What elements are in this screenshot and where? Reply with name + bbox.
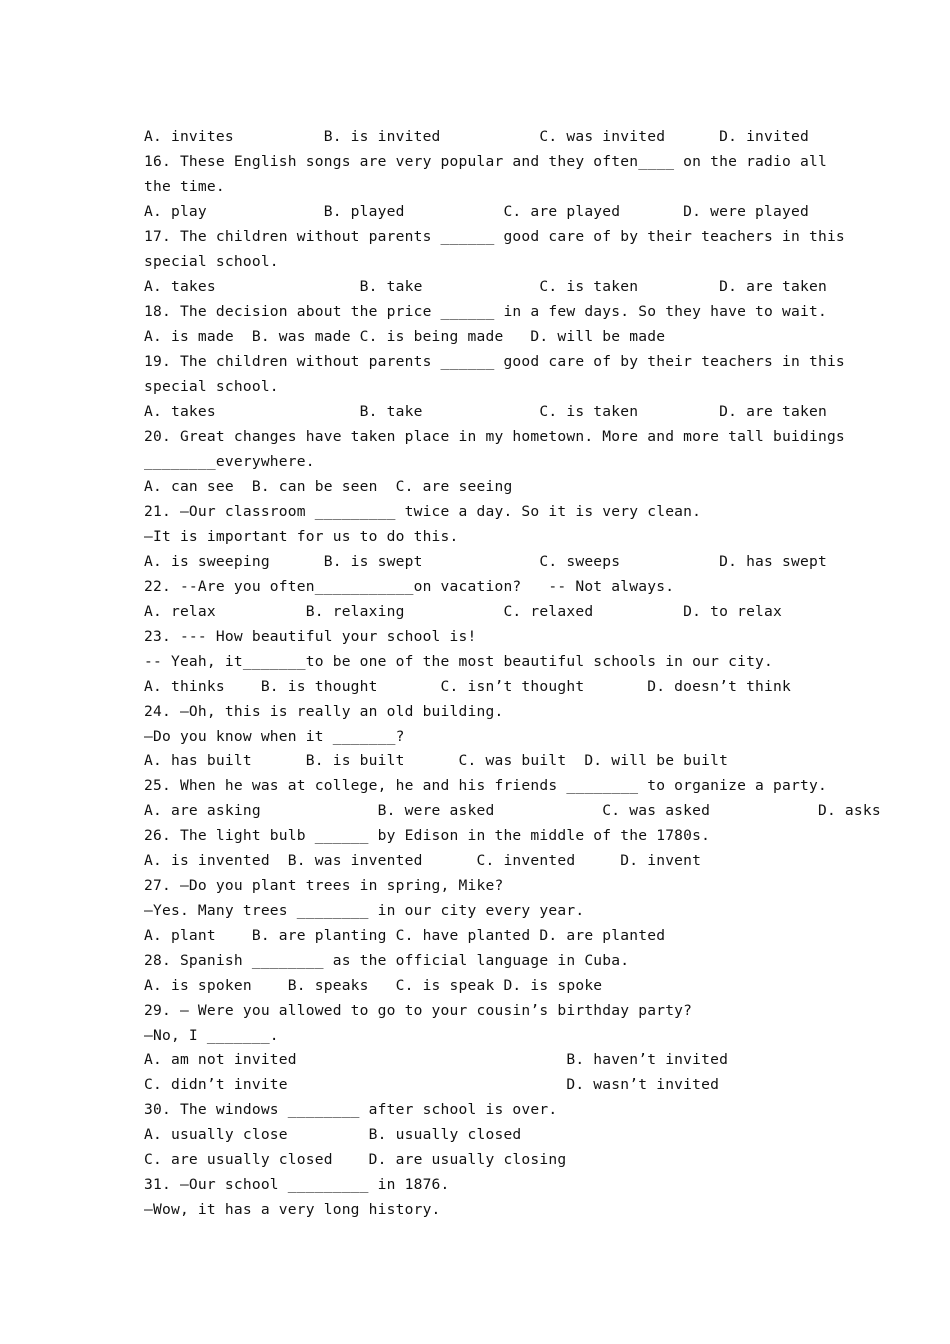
text-line: —Do you know when it _______? xyxy=(144,728,405,745)
text-line: A. invites B. is invited C. was invited D. invited xyxy=(144,128,809,145)
text-line: A. are asking B. were asked C. was asked D. asks xyxy=(144,802,881,819)
text-line: 27. —Do you plant trees in spring, Mike? xyxy=(144,877,504,894)
text-line: 22. --Are you often___________on vacation? -- Not always. xyxy=(144,578,675,595)
text-line: 24. —Oh, this is really an old building. xyxy=(144,703,504,720)
text-line: A. takes B. take C. is taken D. are taken xyxy=(144,278,827,295)
text-line: A. can see B. can be seen C. are seeing xyxy=(144,478,513,495)
text-line: A. is spoken B. speaks C. is speak D. is spoke xyxy=(144,977,603,994)
text-line: 18. The decision about the price ______ in a few days. So they have to wait. xyxy=(144,303,827,320)
text-line: 21. –Our classroom _________ twice a day. So it is very clean. xyxy=(144,503,702,520)
text-line: special school. xyxy=(144,378,279,395)
text-line: C. didn’t invite D. wasn’t invited xyxy=(144,1076,720,1093)
text-line: A. relax B. relaxing C. relaxed D. to relax xyxy=(144,603,783,620)
text-line: A. is sweeping B. is swept C. sweeps D. has swept xyxy=(144,553,827,570)
text-line: A. plant B. are planting C. have planted D. are planted xyxy=(144,927,666,944)
text-line: A. is invented B. was invented C. invented D. invent xyxy=(144,852,702,869)
text-line: A. takes B. take C. is taken D. are taken xyxy=(144,403,827,420)
text-line: 19. The children without parents ______ good care of by their teachers in this xyxy=(144,353,845,370)
text-line: A. thinks B. is thought C. isn’t thought D. doesn’t think xyxy=(144,678,792,695)
text-line: 25. When he was at college, he and his friends ________ to organize a party. xyxy=(144,777,827,794)
text-line: A. play B. played C. are played D. were played xyxy=(144,203,809,220)
text-line: 28. Spanish ________ as the official language in Cuba. xyxy=(144,952,630,969)
text-line: A. is made B. was made C. is being made D. will be made xyxy=(144,328,666,345)
text-line: 17. The children without parents ______ good care of by their teachers in this xyxy=(144,228,845,245)
text-line: —Wow, it has a very long history. xyxy=(144,1201,441,1218)
text-line: A. has built B. is built C. was built D. will be built xyxy=(144,752,729,769)
text-line: special school. xyxy=(144,253,279,270)
text-line: 16. These English songs are very popular and they often____ on the radio all xyxy=(144,153,827,170)
text-line: 30. The windows ________ after school is over. xyxy=(144,1101,558,1118)
text-line: —Yes. Many trees ________ in our city every year. xyxy=(144,902,585,919)
text-line: 26. The light bulb ______ by Edison in the middle of the 1780s. xyxy=(144,827,711,844)
text-line: 20. Great changes have taken place in my hometown. More and more tall buidings xyxy=(144,428,845,445)
text-line: A. usually close B. usually closed xyxy=(144,1126,522,1143)
text-line: –It is important for us to do this. xyxy=(144,528,459,545)
text-line: 23. --- How beautiful your school is! xyxy=(144,628,477,645)
text-line: 31. —Our school _________ in 1876. xyxy=(144,1176,450,1193)
text-line: the time. xyxy=(144,178,225,195)
text-line: —No, I _______. xyxy=(144,1027,279,1044)
text-line: 29. — Were you allowed to go to your cousin’s birthday party? xyxy=(144,1002,693,1019)
text-line: ________everywhere. xyxy=(144,453,315,470)
text-line: -- Yeah, it_______to be one of the most beautiful schools in our city. xyxy=(144,653,774,670)
text-line: C. are usually closed D. are usually closing xyxy=(144,1151,567,1168)
text-line: A. am not invited B. haven’t invited xyxy=(144,1051,729,1068)
